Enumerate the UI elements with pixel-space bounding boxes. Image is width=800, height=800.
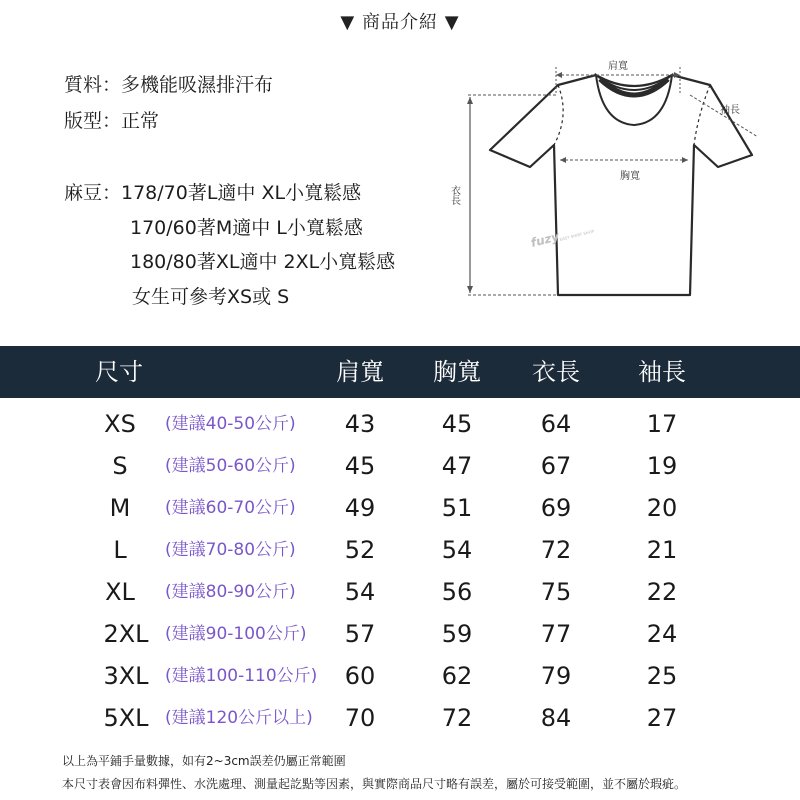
weight-note: (建議60-70公斤) [165, 498, 296, 518]
chest-value: 62 [441, 662, 473, 690]
shoulder-value: 43 [344, 410, 376, 438]
chest-value: 47 [441, 452, 473, 480]
length-label: 衣長 [448, 185, 460, 205]
table-row [0, 614, 800, 654]
sleeve-value: 25 [646, 662, 678, 690]
weight-note: (建議80-90公斤) [165, 582, 296, 602]
shoulder-value: 60 [344, 662, 376, 690]
size-cell: XL [105, 578, 135, 606]
chest-value: 51 [441, 494, 473, 522]
model-line-4: 女生可參考XS或 S [132, 286, 290, 308]
table-row [0, 572, 800, 612]
tshirt-diagram [440, 45, 770, 310]
table-row [0, 698, 800, 738]
shoulder-value: 49 [344, 494, 376, 522]
size-cell: 5XL [103, 704, 149, 732]
size-cell: M [109, 494, 131, 522]
column-header-shoulder: 肩寬 [336, 358, 384, 386]
weight-note: (建議100-110公斤) [165, 666, 318, 686]
chest-value: 59 [441, 620, 473, 648]
sleeve-value: 20 [646, 494, 678, 522]
model-line-2: 170/60著M適中 L小寬鬆感 [130, 217, 363, 239]
length-value: 79 [540, 662, 572, 690]
sleeve-value: 17 [646, 410, 678, 438]
column-header-length: 衣長 [532, 358, 580, 386]
size-cell: XS [104, 410, 136, 438]
model-line-1: 麻豆：178/70著L適中 XL小寬鬆感 [64, 182, 362, 204]
section-header: ▼ 商品介紹 ▼ [340, 12, 460, 33]
sleeve-value: 27 [646, 704, 678, 732]
chest-value: 45 [441, 410, 473, 438]
footer-note-1: 以上為平鋪手量數據，如有2~3cm誤差仍屬正常範圍 [62, 754, 346, 768]
sleeve-value: 24 [646, 620, 678, 648]
length-value: 84 [540, 704, 572, 732]
sleeve-label: 袖長 [720, 105, 740, 116]
weight-note: (建議40-50公斤) [165, 414, 296, 434]
model-line-3: 180/80著XL適中 2XL小寬鬆感 [130, 251, 396, 273]
table-row [0, 488, 800, 528]
chest-value: 56 [441, 578, 473, 606]
length-value: 75 [540, 578, 572, 606]
weight-note: (建議90-100公斤) [165, 624, 307, 644]
column-header-size: 尺寸 [95, 358, 143, 386]
weight-note: (建議120公斤以上) [165, 708, 313, 728]
length-value: 72 [540, 536, 572, 564]
length-value: 77 [540, 620, 572, 648]
chest-value: 54 [441, 536, 473, 564]
material-text: 質料：多機能吸濕排汗布 [64, 74, 274, 96]
size-table-header [0, 346, 800, 398]
table-row [0, 446, 800, 486]
size-cell: 2XL [103, 620, 149, 648]
shoulder-value: 57 [344, 620, 376, 648]
size-cell: L [113, 536, 127, 564]
column-header-chest: 胸寬 [433, 358, 481, 386]
length-value: 69 [540, 494, 572, 522]
chest-value: 72 [441, 704, 473, 732]
brand-small-text: EASY SHIRT SHOP [559, 228, 595, 242]
table-row [0, 656, 800, 696]
brand-logo: fuzy [529, 229, 561, 250]
shoulder-label: 肩寬 [608, 61, 628, 72]
size-cell: S [112, 452, 128, 480]
table-row [0, 404, 800, 444]
size-cell: 3XL [103, 662, 149, 690]
table-row [0, 530, 800, 570]
column-header-sleeve: 袖長 [638, 358, 686, 386]
shoulder-value: 70 [344, 704, 376, 732]
fit-text: 版型：正常 [64, 110, 160, 132]
footer-note-2: 本尺寸表會因布料彈性、水洗處理、測量起訖點等因素，與實際商品尺寸略有誤差，屬於可接受範圍，並不屬於瑕疵。 [62, 777, 687, 791]
shoulder-value: 54 [344, 578, 376, 606]
sleeve-value: 22 [646, 578, 678, 606]
weight-note: (建議50-60公斤) [165, 456, 296, 476]
length-value: 67 [540, 452, 572, 480]
shoulder-value: 45 [344, 452, 376, 480]
sleeve-value: 19 [646, 452, 678, 480]
chest-label: 胸寬 [620, 171, 640, 182]
length-value: 64 [540, 410, 572, 438]
shoulder-value: 52 [344, 536, 376, 564]
weight-note: (建議70-80公斤) [165, 540, 296, 560]
sleeve-value: 21 [646, 536, 678, 564]
